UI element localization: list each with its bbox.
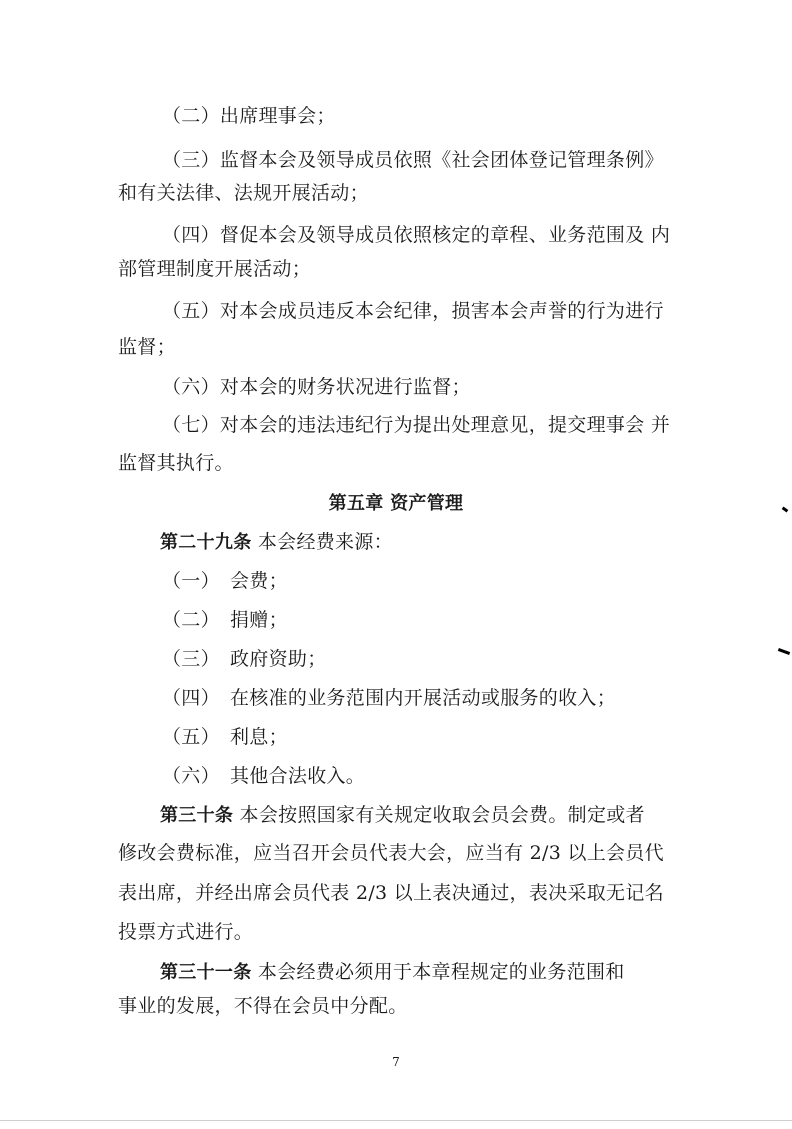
text-line: 投票方式进行。 [118, 921, 254, 943]
item-number: （六） [162, 765, 220, 787]
list-item [0, 639, 792, 679]
text-line: （七）对本会的违法违纪行为提出处理意见，提交理事会 并 [162, 414, 671, 436]
item-text: 捐赠； [230, 609, 288, 631]
item-text: 其他合法收入。 [230, 765, 366, 787]
item-text: 利息； [230, 726, 288, 748]
text-line: 修改会费标准，应当召开会员代表大会，应当有 2/3 以上会员代 [118, 842, 664, 864]
list-item [0, 678, 792, 718]
item-number: （一） [162, 570, 220, 592]
text-line: （六）对本会的财务状况进行监督； [162, 376, 471, 398]
text-line: 部管理制度开展活动； [118, 258, 312, 280]
text-line: 表出席，并经出席会员代表 2/3 以上表决通过，表决采取无记名 [118, 882, 664, 904]
text-line: 事业的发展，不得在会员中分配。 [118, 995, 408, 1017]
item-text: 在核准的业务范围内开展活动或服务的收入； [230, 687, 617, 709]
list-item [0, 756, 792, 796]
item-number: （五） [162, 726, 220, 748]
text-line: 和有关法律、法规开展活动； [118, 182, 369, 204]
article-text: 本会经费来源： [257, 531, 393, 553]
page-number: 7 [392, 1055, 400, 1069]
item-number: （二） [162, 609, 220, 631]
article-text: 本会经费必须用于本章程规定的业务范围和 [257, 961, 625, 983]
list-item [0, 561, 792, 601]
article-30 [0, 795, 792, 835]
text-line: 监督其执行。 [118, 452, 234, 474]
text-line: （五）对本会成员违反本会纪律，损害本会声誉的行为进行 [162, 300, 664, 322]
item-number: （三） [162, 648, 220, 670]
article-label: 第三十一条 [160, 962, 252, 983]
article-label: 第二十九条 [160, 532, 252, 553]
text-line: （四）督促本会及领导成员依照核定的章程、业务范围及 内 [162, 224, 671, 246]
text-line: 监督； [118, 336, 176, 358]
item-text: 会费； [230, 570, 288, 592]
item-number: （四） [162, 687, 220, 709]
text-line: （二）出席理事会； [162, 105, 336, 127]
article-text: 本会按照国家有关规定收取会员会费。制定或者 [239, 804, 645, 826]
scan-edge-line [0, 1120, 792, 1121]
article-29 [0, 522, 792, 562]
article-label: 第三十条 [160, 805, 234, 826]
list-item [0, 717, 792, 757]
item-text: 政府资助； [230, 648, 327, 670]
text-line: （三）监督本会及领导成员依照《社会团体登记管理条例》 [162, 149, 664, 171]
list-item [0, 600, 792, 640]
chapter-title: 第五章 资产管理 [328, 493, 464, 514]
